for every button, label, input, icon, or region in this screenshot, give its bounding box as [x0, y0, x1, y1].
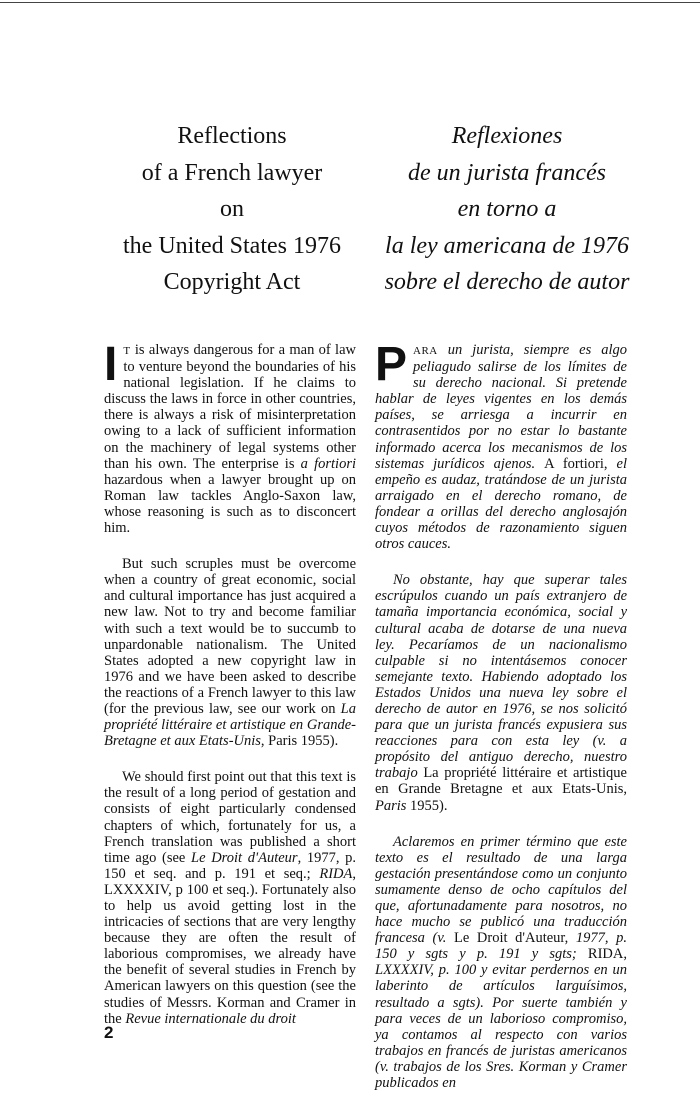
english-column	[104, 338, 357, 1047]
title-es-line: en torno a	[457, 196, 557, 222]
drop-cap: P	[375, 338, 408, 391]
spanish-paragraph-1: PARA un jurista, siempre es algo peliagudo salirse de los límites de su derecho nacional. Si pretende hablar de leyes vigentes en los demás países, se arriesga a incurrir en contrasentidos por no estar lo bastante informado acerca los mecanismos de los sistemas jurídicos ajenos. A fortiori, el empeño es audaz, tratándose de un jurista arraigado en el derecho romano, de fondear a orillas del derecho anglosajón cuyos métodos de razonamiento siguen otros cauces.	[375, 338, 628, 553]
title-en-line: Copyright Act	[163, 269, 301, 295]
spanish-paragraph-2: No obstante, hay que superar tales escrúpulos cuando un país extranjero de tamaña importancia económica, social y cultural acaba de dotarse de una nueva ley. Pecaríamos de un nacionalismo culpable si no intentásemos conocer semejante texto. Habiendo adoptado los Estados Unidos una nueva ley sobre el derecho de autor en 1976, se nos solicitó para que un jurista francés expusiera sus reacciones para con esta ley (v. a propósito del antiguo derecho, nuestro trabajo La propriété littéraire et artistique en Grande Bretagne et aux Etats-Unis, Paris 1955).	[375, 572, 627, 814]
spanish-paragraph-3: Aclaremos en primer término que este texto es el resultado de una larga gestación presentándose como un conjunto sumamente denso de ocho capítulos del que, afortunadamente para nosotros, no hace mucho se publicó una traducción francesa (v. Le Droit d'Auteur, 1977, p. 150 y sgts y p. 191 y sgts; RIDA, LXXXXIV, p. 100 y evitar perdernos en un laberinto de artículos larguísimos, resultado a sgts). Por suerte también y para veces de un laborioso compromiso, ya contamos al respecto con varios trabajos en francés de juristas americanos (v. trabajos de los Sres. Korman y Cramer publicados en	[375, 833, 628, 1092]
english-paragraph-2: But such scruples must be overcome when a country of great economic, social and cultural importance has just acquired a new law. Not to try and become familiar with such a text would be to succumb to unpardonable nationalism. The United States adopted a new copyright law in 1976 and we have been asked to describe the reactions of a French lawyer to this law (for the previous law, see our work on La propriété littéraire et artistique en Grande-Bretagne et aux Etats-Unis, Paris 1955).	[104, 556, 356, 750]
english-paragraph-1: I T is always dangerous for a man of law to venture beyond the boundaries of his national legislation. If he claims to discuss the laws in force in other countries, there is always a risk of misinterpretation owing to a lack of sufficient information on the machinery of legal systems other than his own. The enterprise is a fortiori hazardous when a lawyer brought up on Roman law tackles Anglo-Saxon law, whose reasoning is such as to disconcert him.	[104, 338, 356, 537]
title-spanish	[372, 118, 642, 301]
spanish-column	[375, 338, 628, 1111]
drop-cap: I	[104, 338, 118, 391]
top-rule	[0, 2, 700, 3]
title-es-line: sobre el derecho de autor	[384, 269, 630, 295]
title-es-line: Reflexiones	[451, 123, 563, 149]
title-es-line: la ley americana de 1976	[385, 232, 629, 259]
english-paragraph-3: We should first point out that this text is the result of a long period of gestation and consists of eight particularly condensed chapters of which, fortunately for us, a French translation was published a short time ago (see Le Droit d'Auteur, 1977, p. 150 et seq. and p. 191 et seq.; RIDA, LXXXXIV, p 100 et seq.). Fortunately also to help us avoid getting lost in the intricacies of sections that are very lengthy because they are often the result of laborious compromises, we already have the benefit of several studies in French by American lawyers on this question (see the studies of Messrs. Korman and Cramer in the Revue internationale du droit	[104, 769, 357, 1027]
title-en-line: Reflections	[177, 123, 287, 149]
title-en-line: the United States 1976	[123, 232, 341, 259]
title-en-line: of a French lawyer	[141, 159, 323, 186]
page-number: 2	[104, 1023, 114, 1042]
title-english	[97, 118, 367, 301]
title-en-line: on	[220, 196, 244, 222]
title-es-line: de un jurista francés	[408, 159, 606, 186]
